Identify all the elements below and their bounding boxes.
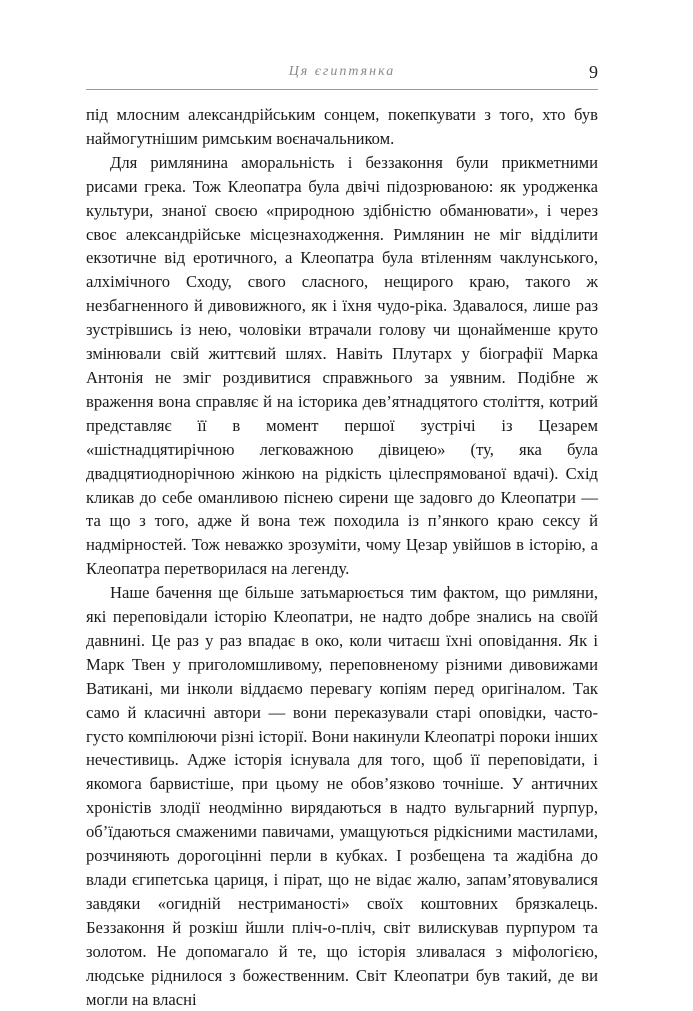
running-title: Ця єгиптянка bbox=[288, 64, 396, 79]
paragraph: Для римлянина аморальність і беззаконня були прикметними рисами грека. Тож Клеопатра була двічі підозрюваною: як уродженка культури, знаної своєю «природною здібністю обманювати», і через своє александрійське місцезнаходження. Римлянин не міг відділити екзотичне від еротичного, а Клеопатра була втіленням чаклунського, алхімічного Сходу, свого сласного, нещирого краю, такого ж незбагненного й дивовижного, як і їхня чудо-ріка. Здавалося, лише раз зустрівшись із нею, чоловіки втрачали голову чи щонайменше круто змінювали свій життєвий шлях. Навіть Плутарх у біографії Марка Антонія не зміг роздивитися справжнього за уявним. Подібне ж враження вона справляє й на історика дев’ятнадцятого століття, котрий представляє її в момент першої зустрічі із Цезарем «шістнадцятирічною легковажною дівицею» (ту, яка була двадцятиоднорічною жінкою на рідкість цілеспрямованої вдачі). Схід кликав до себе оманливою піснею сирени ще задовго до Клеопатри — та що з того, адже й вона теж походила із п’янкого краю сексу й надмірностей. Тож неважко зрозуміти, чому Цезар увійшов в історію, а Клеопатра перетворилася на легенду. bbox=[86, 152, 598, 579]
header-divider bbox=[86, 89, 598, 90]
paragraph: Наше бачення ще більше затьмарюється тим фактом, що римляни, які переповідали історію Клеопатри, не надто добре знались на своїй давнині. Це раз у раз впадає в око, коли читаєш їхні оповідання. Як і Марк Твен у приголомшливому, переповненому різними дивовижами Ватикані, ми інколи віддаємо перевагу копіям перед оригіналом. Так само й класичні автори — вони переказували старі оповідки, часто-густо компілюючи різні історії. Вони накинули Клеопатрі пороки інших нечестивиць. Адже історія існувала для того, щоб її переповідати, і якомога барвистіше, при цьому не обов’язково точніше. У античних хроністів злодії неодмінно вирядаються в надто вульгарний пурпур, об’їдаються смаженими павичами, умащуються рідкісними мастилами, розчиняють дорогоцінні перли в кубках. І розбещена та жадібна до влади єгипетська цариця, і пірат, що не відає жалю, запам’ятовувалися завдяки «огидній нестримaності» своїх коштовних брязкалець. Беззаконня й розкіш йшли пліч-о-пліч, світ вилискував пурпуром та золотом. Не допомагало й те, що історія зливалася з міфологією, людське ріднилося з божественним. Світ Клеопатри був такий, де ви могли на власні bbox=[86, 583, 598, 1009]
page-number: 9 bbox=[589, 62, 598, 82]
running-head bbox=[86, 62, 598, 88]
paragraph-continuation: під млосним александрійським сонцем, покепкувати з того, хто був наймогутнішим римським воєначальником. bbox=[86, 105, 598, 148]
body-text bbox=[86, 103, 598, 1011]
